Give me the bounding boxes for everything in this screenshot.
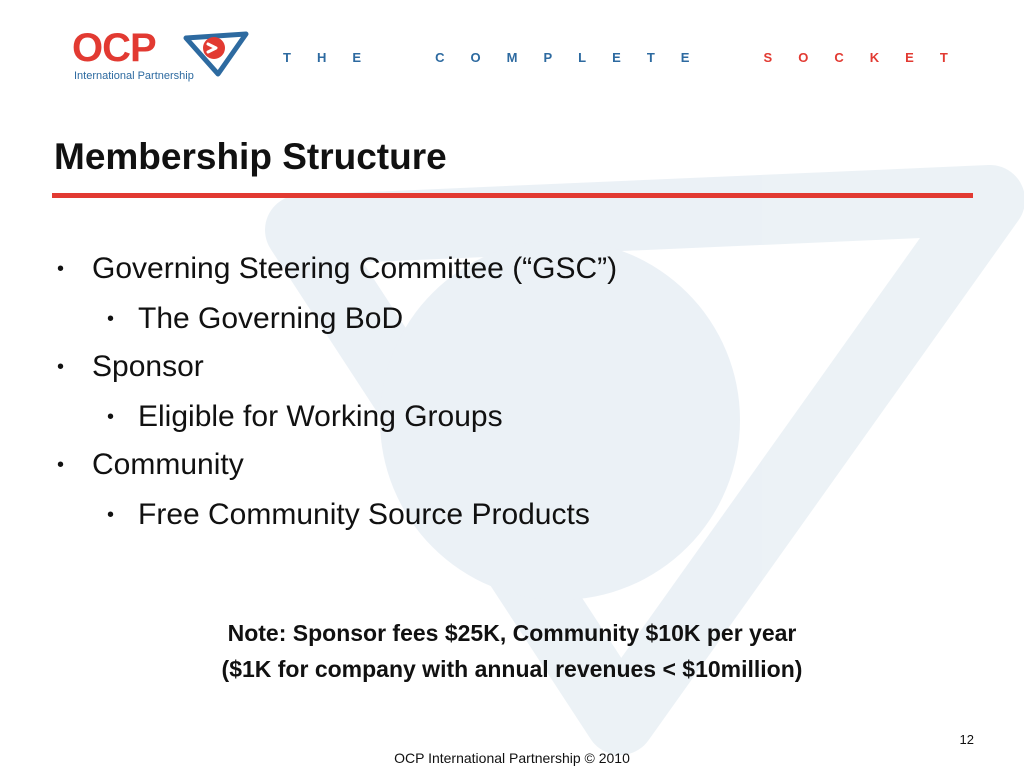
bullet-text: The Governing BoD [138,302,404,335]
bullet-marker: • [107,504,115,526]
tagline-letter: T [939,50,948,65]
sub-bullet-item [107,400,503,434]
tagline-letter: M [506,50,518,65]
tagline-letter: E [680,50,690,65]
bullet-item [57,252,618,286]
bullet-text: Community [92,448,244,481]
title-underline [52,193,973,198]
bullet-text: Free Community Source Products [138,498,590,531]
tagline-letter: T [283,50,291,65]
tagline-letter: T [646,50,655,65]
page-number: 12 [959,732,974,747]
sub-bullet-item [107,302,404,336]
tagline-letter: O [470,50,481,65]
tagline-letter: P [543,50,553,65]
ocp-logo [72,28,262,88]
bullet-marker: • [57,356,65,378]
tagline-letter: C [435,50,445,65]
slide-footer: OCP International Partnership © 2010 [394,750,630,766]
bullet-item [57,448,244,482]
fee-note-line-2: ($1K for company with annual revenues < $10million) [221,656,803,682]
tagline-letter: C [834,50,844,65]
bullet-marker: • [57,258,65,280]
slide-header [0,0,1024,95]
tagline-gap [387,50,409,65]
slide-title: Membership Structure [54,136,447,177]
bullet-marker: • [107,308,115,330]
logo-subtitle: International Partnership [74,70,194,82]
fee-note-line-1: Note: Sponsor fees $25K, Community $10K per year [227,620,797,646]
tagline-letter: H [316,50,327,65]
sub-bullet-item [107,498,590,532]
bullet-marker: • [57,454,65,476]
tagline-letter: K [869,50,880,65]
bullet-item [57,350,204,384]
tagline [283,50,948,65]
bullet-text: Eligible for Working Groups [138,400,503,433]
tagline-gap [715,50,737,65]
tagline-letter: O [798,50,809,65]
logo-wordmark: OCP [72,26,156,70]
tagline-letter: E [352,50,362,65]
bullet-text: Sponsor [92,350,204,383]
tagline-letter: E [612,50,621,65]
tagline-letter: S [763,50,773,65]
tagline-letter: E [905,50,914,65]
bullet-text: Governing Steering Committee (“GSC”) [92,252,618,285]
bullet-marker: • [107,406,115,428]
tagline-letter: L [578,50,587,65]
